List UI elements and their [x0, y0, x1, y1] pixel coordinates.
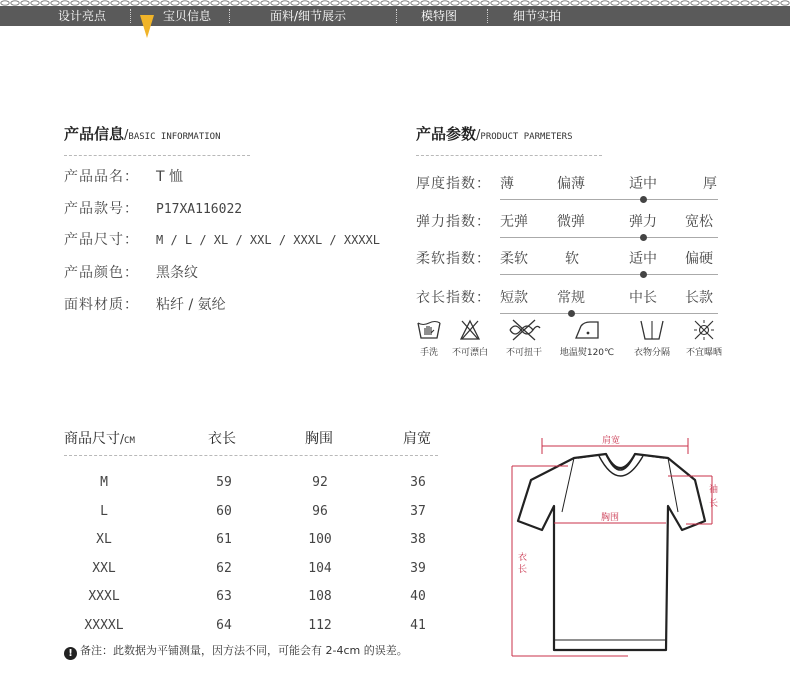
top-nav [0, 0, 790, 30]
size-cell: XXL [92, 560, 116, 576]
measure-cell: 108 [308, 589, 332, 604]
measure-cell: 96 [312, 503, 328, 519]
measure-cell: 36 [410, 475, 426, 490]
divider [416, 155, 602, 156]
info-value: P17XA116022 [156, 202, 243, 217]
heading-slash: / [476, 128, 481, 143]
param-option: 偏薄 [557, 176, 585, 192]
nav-item-model[interactable]: 模特图 [421, 9, 458, 23]
param-label: 衣长指数： [416, 290, 491, 306]
no-wring-icon [507, 318, 541, 342]
param-option: 薄 [500, 176, 514, 192]
measure-cell: 112 [308, 617, 332, 633]
column-header-length: 衣长 [208, 431, 236, 447]
params-subtitle: PRODUCT PARMETERS [480, 132, 573, 142]
param-track [500, 199, 718, 200]
nav-divider [229, 9, 230, 23]
care-item [680, 318, 728, 358]
size-heading [64, 428, 135, 448]
info-subtitle: BASIC INFORMATION [128, 132, 221, 142]
param-label: 弹力指数： [416, 214, 491, 230]
tshirt-measurement-diagram [498, 430, 738, 664]
heading-slash: / [124, 128, 129, 143]
column-header-chest: 胸围 [305, 431, 333, 447]
care-label: 不可漂白 [451, 348, 488, 358]
no-sun-dry-icon [692, 318, 716, 342]
info-row-sizes [64, 230, 380, 250]
measure-cell: 92 [312, 475, 328, 490]
param-track [500, 274, 718, 275]
nav-item-detail-photos[interactable]: 细节实拍 [513, 9, 562, 23]
param-option: 长款 [685, 290, 713, 306]
nav-divider [487, 9, 488, 23]
info-value: M / L / XL / XXL / XXXL / XXXXL [156, 233, 380, 247]
param-selected-dot [568, 310, 575, 317]
warning-icon: ! [64, 647, 77, 660]
active-tab-marker-icon [139, 6, 155, 39]
info-row-name [64, 167, 183, 187]
care-item [500, 318, 548, 358]
label-body-length [518, 551, 527, 575]
param-option: 适中 [629, 176, 657, 192]
heading-slash: / [120, 432, 125, 446]
measure-cell: 37 [410, 503, 426, 519]
size-title: 商品尺寸 [64, 431, 120, 447]
label-sleeve-2: 长 [709, 499, 719, 509]
info-row-color [64, 263, 198, 283]
info-value: T 恤 [156, 169, 184, 185]
measure-cell: 60 [216, 503, 232, 519]
param-option: 中长 [629, 290, 657, 306]
nav-divider [130, 9, 131, 23]
label-sleeve-1: 袖 [709, 485, 719, 495]
info-label: 产品品名： [64, 169, 139, 185]
care-item [554, 318, 620, 358]
info-label: 面料材质： [64, 297, 139, 313]
size-cell: XXXL [88, 589, 120, 604]
care-label: 不宜曝晒 [685, 348, 722, 358]
param-option: 常规 [557, 290, 585, 306]
info-value: 粘纤 / 氨纶 [156, 297, 226, 313]
nav-divider [396, 9, 397, 23]
divider [64, 455, 438, 456]
measure-cell: 61 [216, 532, 232, 547]
hand-wash-icon [416, 318, 442, 342]
param-option: 弹力 [629, 214, 657, 230]
wash-separately-icon [637, 318, 667, 342]
measure-cell: 41 [410, 617, 426, 633]
label-sleeve-length [709, 483, 718, 509]
param-option: 软 [565, 251, 579, 267]
param-option: 适中 [629, 251, 657, 267]
size-cell: XL [96, 532, 112, 547]
params-heading [416, 123, 573, 144]
nav-item-product-info[interactable]: 宝贝信息 [163, 9, 212, 23]
param-option: 厚 [703, 176, 717, 192]
divider [64, 155, 250, 156]
care-item [446, 318, 494, 358]
size-cell: L [100, 503, 108, 519]
care-label: 衣物分隔 [633, 348, 670, 358]
params-title: 产品参数 [416, 125, 477, 143]
measure-cell: 62 [216, 560, 232, 576]
param-label: 厚度指数： [416, 176, 491, 192]
care-label: 不可扭干 [505, 348, 542, 358]
info-value: 黑条纹 [156, 265, 198, 281]
info-label: 产品颜色： [64, 265, 139, 281]
measure-cell: 40 [410, 589, 426, 604]
param-track [500, 313, 718, 314]
info-label: 产品尺寸： [64, 232, 139, 248]
param-selected-dot [640, 196, 647, 203]
measure-cell: 63 [216, 589, 232, 604]
no-bleach-icon [459, 318, 481, 342]
care-label: 手洗 [419, 348, 438, 358]
tshirt-outline [518, 454, 705, 650]
measure-cell: 59 [216, 475, 232, 490]
size-cell: XXXXL [84, 617, 124, 633]
column-header-shoulder: 肩宽 [403, 431, 431, 447]
note-text: 备注：此数据为平铺测量，因方法不同，可能会有 2-4cm 的误差。 [80, 644, 408, 657]
info-label: 产品款号： [64, 201, 139, 217]
measure-cell: 39 [410, 560, 426, 576]
size-unit: CM [124, 436, 135, 446]
size-note [64, 642, 408, 660]
info-row-sku [64, 199, 242, 219]
measure-cell: 64 [216, 617, 232, 633]
care-item [414, 318, 444, 358]
care-label: 地温熨120℃ [559, 348, 615, 358]
param-track [500, 237, 718, 238]
param-option: 微弹 [557, 214, 585, 230]
info-title: 产品信息 [64, 125, 125, 143]
param-selected-dot [640, 234, 647, 241]
param-option: 无弹 [500, 214, 528, 230]
measure-cell: 104 [308, 560, 332, 576]
label-chest: 胸围 [600, 513, 620, 523]
nav-bar [0, 6, 790, 26]
nav-item-highlights[interactable]: 设计亮点 [58, 9, 107, 23]
care-item [624, 318, 680, 358]
label-body-length-1: 衣 [518, 553, 528, 563]
param-option: 柔软 [500, 251, 528, 267]
label-body-length-2: 长 [518, 565, 528, 575]
info-row-fabric [64, 295, 226, 315]
nav-item-fabric-details[interactable]: 面料/细节展示 [270, 9, 347, 23]
label-shoulder-width: 肩宽 [601, 436, 621, 446]
low-iron-icon [572, 318, 602, 342]
param-selected-dot [640, 271, 647, 278]
measure-cell: 100 [308, 532, 332, 547]
param-option: 偏硬 [685, 251, 713, 267]
info-heading [64, 123, 221, 144]
param-option: 短款 [500, 290, 528, 306]
param-label: 柔软指数： [416, 251, 491, 267]
measure-cell: 38 [410, 532, 426, 547]
size-cell: M [100, 475, 108, 490]
param-option: 宽松 [685, 214, 713, 230]
